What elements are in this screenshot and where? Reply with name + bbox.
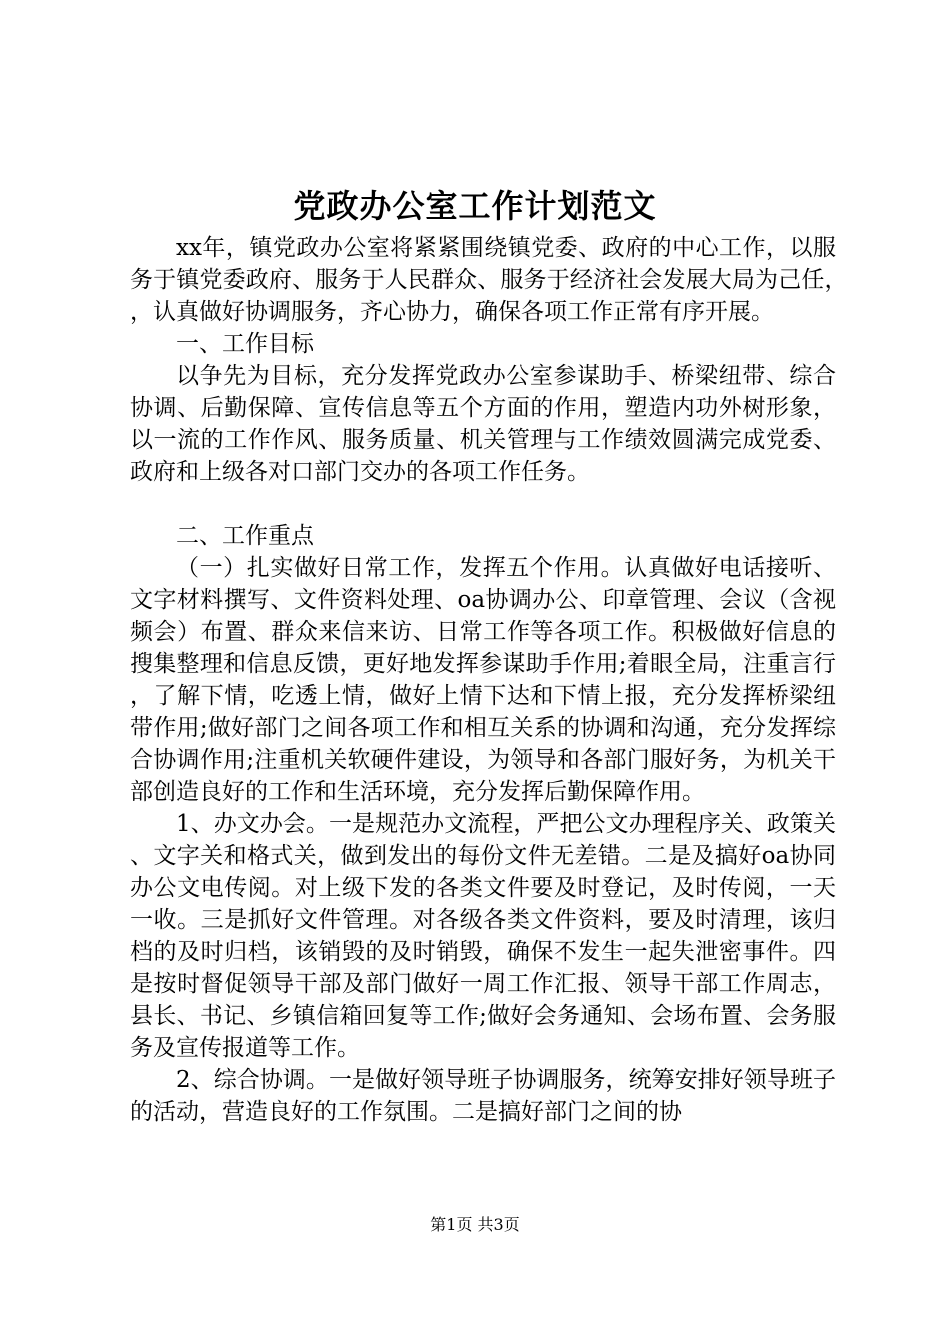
- section-heading-focus: 二、工作重点: [176, 523, 314, 549]
- goals-paragraph: 以争先为目标，充分发挥党政办公室参谋助手、桥梁纽带、综合协调、后勤保障、宣传信息等五个方面的作用，塑造内功外树形象，以一流的工作作风、服务质量、机关管理与工作绩效圆满完成党委、政府和上级各对口部门交办的各项工作任务。: [130, 363, 836, 485]
- section-heading-goals: 一、工作目标: [176, 331, 314, 357]
- intro-paragraph: xx年，镇党政办公室将紧紧围绕镇党委、政府的中心工作，以服务于镇党委政府、服务于人民群众、服务于经济社会发展大局为己任，，认真做好协调服务，齐心协力，确保各项工作正常有序开展。: [130, 235, 836, 325]
- page-indicator: 第1页 共3页: [430, 1215, 520, 1234]
- coordination-paragraph: 2、综合协调。一是做好领导班子协调服务，统筹安排好领导班子的活动，营造良好的工作氛围。二是搞好部门之间的协: [130, 1067, 836, 1125]
- daily-work-paragraph: （一）扎实做好日常工作，发挥五个作用。认真做好电话接听、文字材料撰写、文件资料处理、oa协调办公、印章管理、会议（含视频会）布置、群众来信来访、日常工作等各项工作。积极做好信息的搜集整理和信息反馈，更好地发挥参谋助手作用;着眼全局，注重言行，了解下情，吃透上情，做好上情下达和下情上报，充分发挥桥梁纽带作用;做好部门之间各项工作和相互关系的协调和沟通，充分发挥综合协调作用;注重机关软硬件建设，为领导和各部门服好务，为机关干部创造良好的工作和生活环境，充分发挥后勤保障作用。: [130, 555, 836, 805]
- document-title: 党政办公室工作计划范文: [293, 187, 657, 225]
- document-body: [130, 232, 836, 1128]
- document-handling-paragraph: 1、办文办会。一是规范办文流程，严把公文办理程序关、政策关、文字关和格式关，做到发出的每份文件无差错。二是及搞好oa协同办公文电传阅。对上级下发的各类文件要及时登记，及时传阅，一天一收。三是抓好文件管理。对各级各类文件资料，要及时清理，该归档的及时归档，该销毁的及时销毁，确保不发生一起失泄密事件。四是按时督促领导干部及部门做好一周工作汇报、领导干部工作周志，县长、书记、乡镇信箱回复等工作;做好会务通知、会场布置、会务服务及宣传报道等工作。: [130, 811, 836, 1061]
